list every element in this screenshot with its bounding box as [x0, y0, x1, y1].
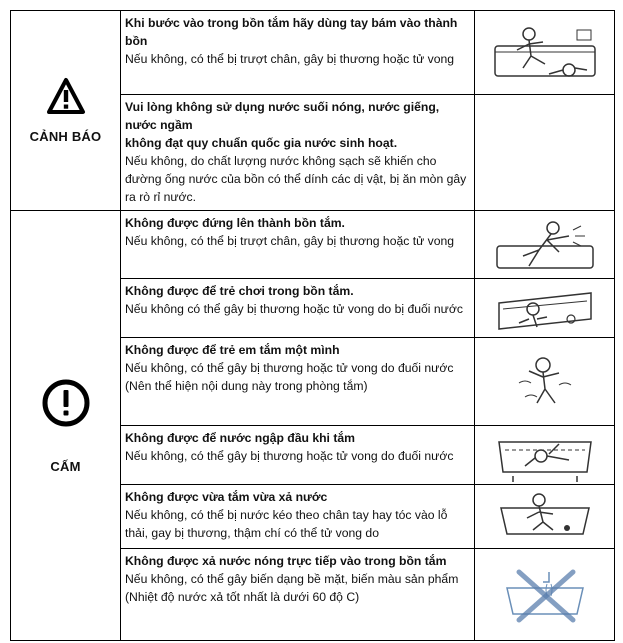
warning-label: CẢNH BÁO — [29, 129, 102, 144]
row-title-continued: không đạt quy chuẩn quốc gia nước sinh hoạt. — [125, 136, 398, 150]
row-note: (Nên thể hiện nội dung này trong phòng tắm) — [125, 379, 368, 393]
child-alone-in-water-illustration — [489, 353, 601, 411]
row-title: Không được để trẻ em tắm một mình — [125, 343, 340, 357]
row-note: (Nhiệt độ nước xả tốt nhất là dưới 60 độ C) — [125, 590, 360, 604]
prohibited-text-cell — [121, 338, 475, 426]
prohibited-text-cell — [121, 279, 475, 338]
prohibited-picture-cell — [475, 485, 615, 549]
row-title: Vui lòng không sử dụng nước suối nóng, nước giếng, nước ngầm — [125, 100, 440, 132]
prohibited-circle-icon — [40, 377, 92, 429]
row-body: Nếu không, do chất lượng nước không sạch sẽ khiến cho đường ống nước của bồn có thể dính các dị vật, bị ăn mòn gây ra rò rỉ nước. — [125, 154, 467, 204]
prohibited-picture-cell — [475, 426, 615, 485]
prohibited-label-cell — [11, 211, 121, 641]
row-title: Không được đứng lên thành bồn tắm. — [125, 216, 345, 230]
row-body: Nếu không, có thể bị trượt chân, gây bị thương hoặc tử vong — [125, 52, 455, 66]
prohibited-picture-cell — [475, 549, 615, 641]
row-body: Nếu không, có thể gây bị thương hoặc tử vong do đuối nước — [125, 449, 454, 463]
warning-picture-cell — [475, 11, 615, 95]
warning-text-cell — [121, 95, 475, 211]
prohibited-text-cell — [121, 485, 475, 549]
prohibited-text-cell — [121, 211, 475, 279]
row-body: Nếu không, có thể gây bị thương hoặc tử vong do đuối nước — [125, 361, 454, 375]
row-title: Không được xả nước nóng trực tiếp vào trong bồn tắm — [125, 554, 447, 568]
empty-picture-cell — [475, 95, 615, 211]
prohibited-picture-cell — [475, 211, 615, 279]
prohibited-picture-cell — [475, 279, 615, 338]
row-body: Nếu không có thể gây bị thương hoặc tử vong do bị đuối nước — [125, 302, 463, 316]
prohibited-row — [11, 211, 615, 279]
row-title: Không được để trẻ chơi trong bồn tắm. — [125, 284, 354, 298]
row-body: Nếu không, có thể gây biến dạng bề mặt, biến màu sản phẩm — [125, 572, 459, 586]
safety-instructions-table — [10, 10, 615, 641]
person-climbing-into-bathtub-illustration — [489, 24, 601, 82]
row-body: Nếu không, có thể bị nước kéo theo chân tay hay tóc vào lỗ thải, gay bị thương, thậm chí có thể tử vong do — [125, 508, 448, 540]
warning-label-cell — [11, 11, 121, 211]
prohibited-picture-cell — [475, 338, 615, 426]
hot-water-into-tub-crossed-out-illustration — [489, 566, 601, 624]
prohibited-text-cell — [121, 426, 475, 485]
warning-triangle-icon — [46, 77, 86, 115]
child-playing-in-bathtub-illustration — [489, 279, 601, 337]
prohibited-text-cell — [121, 549, 475, 641]
row-title: Không được vừa tắm vừa xả nước — [125, 490, 328, 504]
prohibited-label: CẤM — [50, 459, 81, 474]
warning-row — [11, 11, 615, 95]
warning-text-cell — [121, 11, 475, 95]
row-title: Không được để nước ngập đầu khi tắm — [125, 431, 355, 445]
person-standing-on-tub-edge-illustration — [489, 216, 601, 274]
person-submerged-in-bathtub-illustration — [489, 426, 601, 484]
child-near-drain-illustration — [489, 488, 601, 546]
row-body: Nếu không, có thể bị trượt chân, gây bị thương hoặc tử vong — [125, 234, 455, 248]
row-title: Khi bước vào trong bồn tắm hãy dùng tay bám vào thành bồn — [125, 16, 458, 48]
